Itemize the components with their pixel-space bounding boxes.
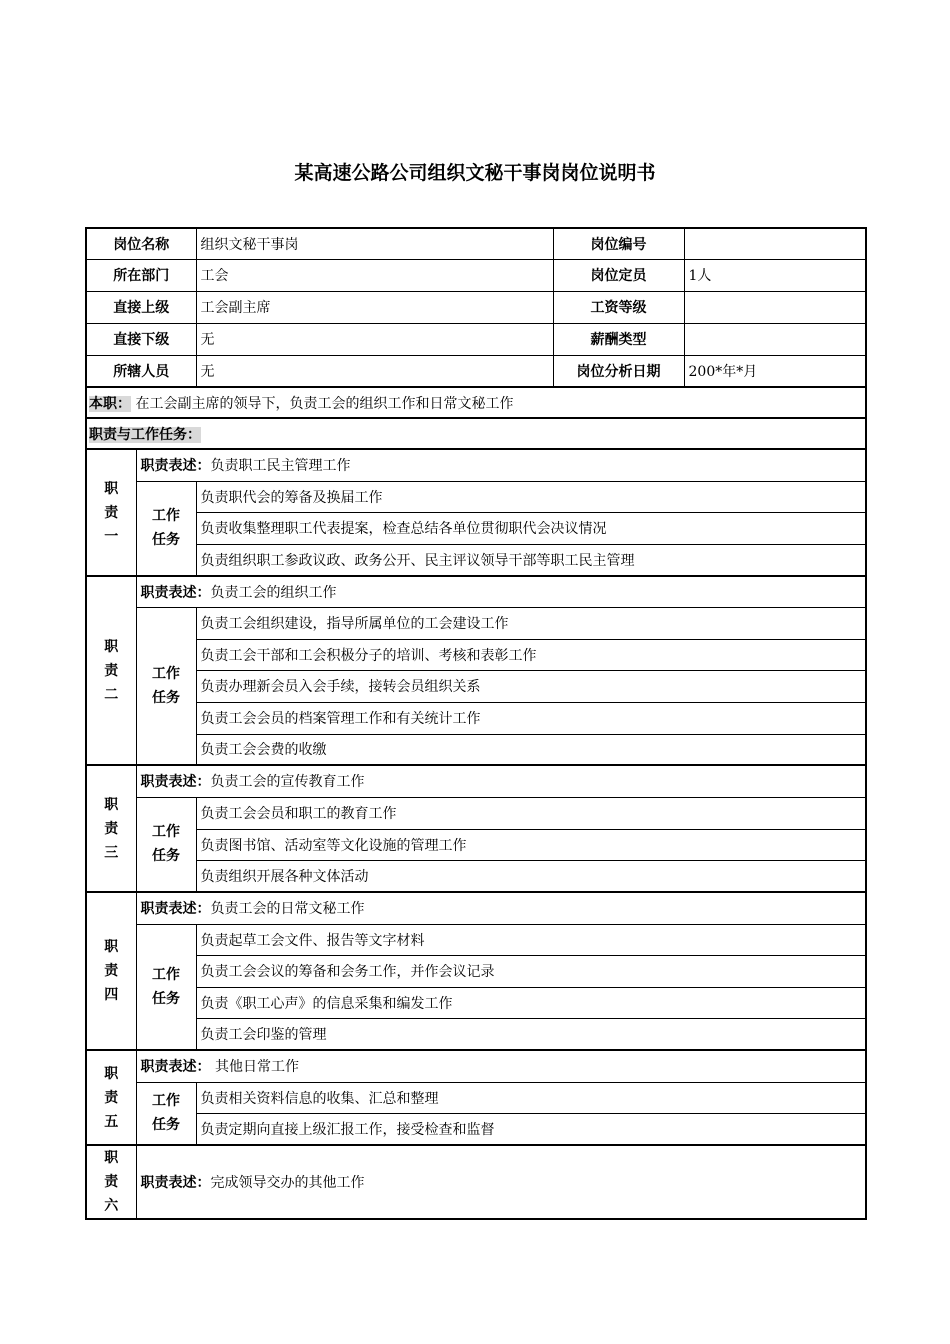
duty-1-description-row [86, 449, 866, 481]
task-row [86, 734, 866, 765]
duty-5-task-label: 工作 任务 [136, 1082, 196, 1145]
duty-3-heading: 职 责 三 [86, 765, 136, 892]
task-row [86, 924, 866, 955]
staff-label: 所辖人员 [86, 355, 196, 387]
task-row [86, 1018, 866, 1050]
duty-summary-label: 本职： [89, 395, 131, 412]
info-row [86, 259, 866, 291]
position-no-value [684, 228, 866, 259]
subordinate-value: 无 [196, 323, 553, 355]
duty-4-description-row [86, 892, 866, 924]
pay-type-label: 薪酬类型 [553, 323, 684, 355]
duty-4-task-label: 工作 任务 [136, 924, 196, 1050]
task-row [86, 607, 866, 639]
duty-5-description: 其他日常工作 [210, 1059, 299, 1076]
duty-1-heading: 职 责 一 [86, 449, 136, 576]
duty-6-description: 完成领导交办的其他工作 [210, 1175, 365, 1191]
analysis-date-label: 岗位分析日期 [553, 355, 684, 387]
duties-header-row [86, 418, 866, 449]
task-row [86, 829, 866, 860]
duty-1-desc-label: 职责表述： [140, 458, 211, 475]
position-name-label: 岗位名称 [86, 228, 196, 259]
task-row [86, 512, 866, 544]
duty-6-heading: 职 责 六 [86, 1145, 136, 1219]
duty-5-heading: 职 责 五 [86, 1050, 136, 1145]
duty-5-task: 负责相关资料信息的收集、汇总和整理 [196, 1082, 866, 1113]
duty-2-description-row [86, 576, 866, 607]
duty-3-task: 负责图书馆、活动室等文化设施的管理工作 [196, 829, 866, 860]
analysis-date-value: 200*年*月 [684, 355, 866, 387]
duty-4-task: 负责起草工会文件、报告等文字材料 [196, 924, 866, 955]
duty-1-task: 负责职代会的筹备及换届工作 [196, 481, 866, 512]
duty-4-description: 负责工会的日常文秘工作 [210, 901, 365, 918]
duty-4-heading: 职 责 四 [86, 892, 136, 1050]
page-title: 某高速公路公司组织文秘干事岗岗位说明书 [294, 162, 656, 184]
duty-1-task-label: 工作 任务 [136, 481, 196, 576]
task-row [86, 797, 866, 829]
task-row [86, 1113, 866, 1145]
info-row [86, 355, 866, 387]
task-row [86, 639, 866, 670]
duty-3-task: 负责工会会员和职工的教育工作 [196, 797, 866, 829]
duty-2-heading: 职 责 二 [86, 576, 136, 765]
headcount-label: 岗位定员 [553, 259, 684, 291]
task-row [86, 670, 866, 702]
duty-5-desc-label: 职责表述： [140, 1059, 211, 1076]
salary-grade-label: 工资等级 [553, 291, 684, 323]
task-row [86, 544, 866, 576]
duty-1-description: 负责职工民主管理工作 [210, 458, 351, 475]
subordinate-label: 直接下级 [86, 323, 196, 355]
duty-5-description-row [86, 1050, 866, 1082]
staff-value: 无 [196, 355, 553, 387]
duties-header: 职责与工作任务： [89, 426, 201, 443]
duty-3-task: 负责组织开展各种文体活动 [196, 860, 866, 892]
duty-5-task: 负责定期向直接上级汇报工作，接受检查和监督 [196, 1113, 866, 1145]
headcount-value: 1人 [684, 259, 866, 291]
duty-2-task: 负责办理新会员入会手续，接转会员组织关系 [196, 670, 866, 702]
duty-1-task: 负责收集整理职工代表提案，检查总结各单位贯彻职代会决议情况 [196, 512, 866, 544]
duty-4-task: 负责工会印鉴的管理 [196, 1018, 866, 1050]
salary-grade-value [684, 291, 866, 323]
task-row [86, 702, 866, 734]
duty-2-task-label: 工作 任务 [136, 607, 196, 765]
duty-4-desc-label: 职责表述： [140, 901, 211, 918]
duty-2-description: 负责工会的组织工作 [210, 584, 337, 601]
job-description-table [85, 227, 867, 1220]
position-no-label: 岗位编号 [553, 228, 684, 259]
task-row [86, 1082, 866, 1113]
duty-6-desc-label: 职责表述： [140, 1175, 211, 1191]
duty-3-description-row [86, 765, 866, 797]
duty-3-task-label: 工作 任务 [136, 797, 196, 892]
duty-2-task: 负责工会干部和工会积极分子的培训、考核和表彰工作 [196, 639, 866, 670]
duty-6-description-row [86, 1145, 866, 1219]
department-value: 工会 [196, 259, 553, 291]
task-row [86, 860, 866, 892]
duty-2-task: 负责工会会员的档案管理工作和有关统计工作 [196, 702, 866, 734]
pay-type-value [684, 323, 866, 355]
duty-4-task: 负责《职工心声》的信息采集和编发工作 [196, 987, 866, 1018]
duty-2-desc-label: 职责表述： [140, 584, 211, 601]
info-row [86, 228, 866, 259]
info-row [86, 291, 866, 323]
info-row [86, 323, 866, 355]
task-row [86, 987, 866, 1018]
duty-2-task: 负责工会会费的收缴 [196, 734, 866, 765]
position-name-value: 组织文秘干事岗 [196, 228, 553, 259]
department-label: 所在部门 [86, 259, 196, 291]
superior-value: 工会副主席 [196, 291, 553, 323]
task-row [86, 481, 866, 512]
duty-3-desc-label: 职责表述： [140, 774, 211, 791]
superior-label: 直接上级 [86, 291, 196, 323]
duty-1-task: 负责组织职工参政议政、政务公开、民主评议领导干部等职工民主管理 [196, 544, 866, 576]
duty-3-description: 负责工会的宣传教育工作 [210, 774, 365, 791]
duty-summary-text: 在工会副主席的领导下，负责工会的组织工作和日常文秘工作 [135, 395, 514, 412]
duty-summary-row [86, 387, 866, 418]
duty-4-task: 负责工会会议的筹备和会务工作，并作会议记录 [196, 955, 866, 987]
duty-2-task: 负责工会组织建设，指导所属单位的工会建设工作 [196, 607, 866, 639]
task-row [86, 955, 866, 987]
